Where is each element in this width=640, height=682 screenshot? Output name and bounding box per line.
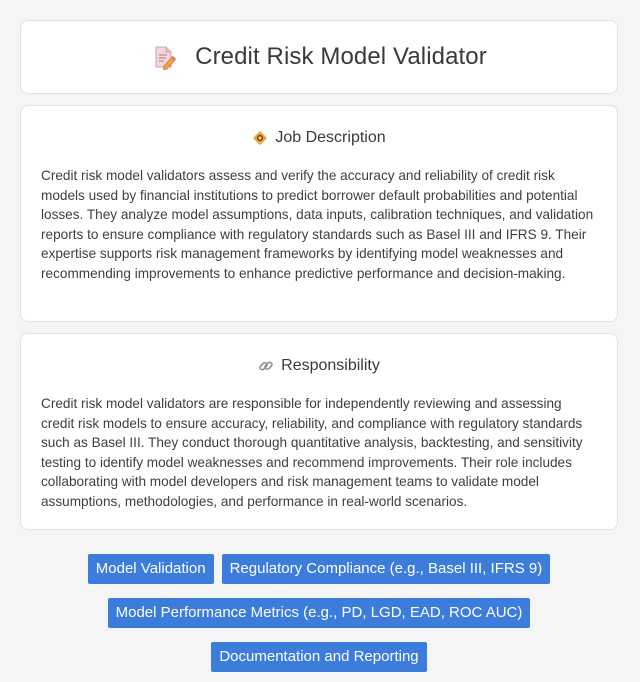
skill-tags [20, 554, 618, 672]
job-description-heading: Job Description [275, 129, 386, 146]
link-icon [258, 358, 274, 374]
job-description-header [41, 128, 597, 148]
skill-tag: Documentation and Reporting [211, 642, 426, 672]
responsibility-text: Credit risk model validators are responsible for independently reviewing and assessing credit risk models to ensure accuracy, reliability, and compliance with regulatory standards such as Basel III. They conduct thorough quantitative analysis, backtesting, and sensitivity testing to identify model weaknesses and recommend improvements. Their role includes collaborating with model developers and risk management teams to validate model assumptions, methodologies, and performance in real-world scenarios. [41, 396, 583, 509]
job-description-text: Credit risk model validators assess and verify the accuracy and reliability of credit risk models used by financial institutions to predict borrower default probabilities and potential losses. They analyze model assumptions, data inputs, calibration techniques, and validation reports to ensure compliance with regulatory standards such as Basel III and IFRS 9. Their expertise supports risk management frameworks by identifying model weaknesses and recommending improvements to enhance predictive performance and decision-making. [41, 168, 594, 281]
badge-icon [252, 130, 268, 146]
skill-tag: Model Validation [88, 554, 214, 584]
responsibility-header [41, 356, 597, 376]
page-title: Credit Risk Model Validator [195, 43, 487, 70]
title-card [20, 20, 618, 94]
responsibility-card [20, 333, 618, 530]
skill-tag: Model Performance Metrics (e.g., PD, LGD, EAD, ROC AUC) [108, 598, 531, 628]
responsibility-heading: Responsibility [281, 357, 380, 374]
job-description-card [20, 105, 618, 322]
skill-tag: Regulatory Compliance (e.g., Basel III, IFRS 9) [222, 554, 551, 584]
edit-document-icon [151, 44, 177, 70]
